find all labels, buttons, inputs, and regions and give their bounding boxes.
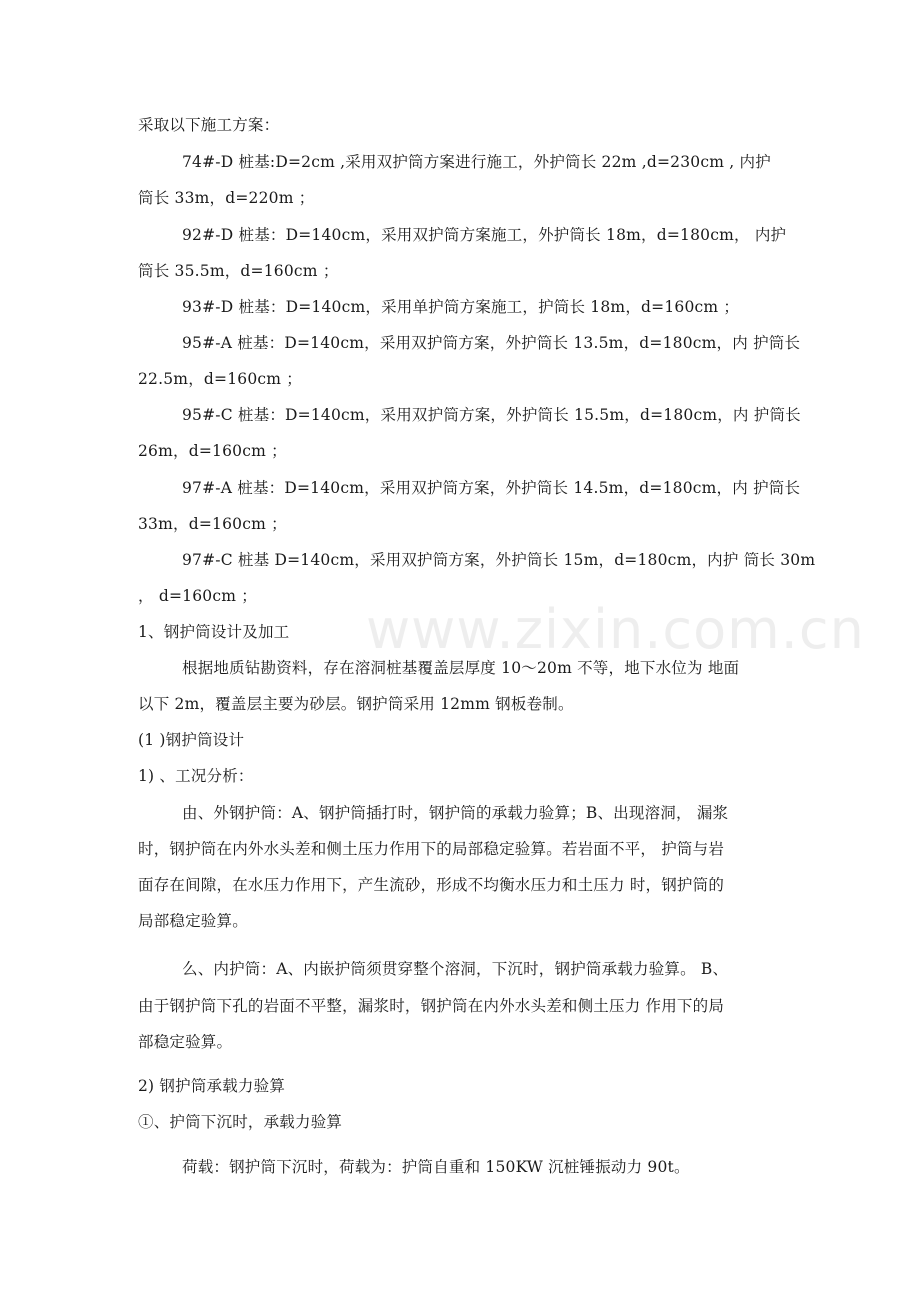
geology-line-2: 以下 2m，覆盖层主要为砂层。钢护筒采用 12mm 钢板卷制。: [138, 695, 574, 713]
intro-line: 采取以下施工方案：: [138, 116, 280, 134]
geology-line-1: 根据地质钻勘资料，存在溶洞桩基覆盖层厚度 10～20m 不等，地下水位为 地面: [182, 659, 740, 677]
pile-92d-line-1: 92#-D 桩基：D=140cm，采用双护筒方案施工，外护筒长 18m，d=180cm， 内护: [182, 226, 787, 244]
inner-casing-line-3: 部稳定验算。: [138, 1033, 233, 1051]
outer-casing-line-4: 局部稳定验算。: [138, 912, 248, 930]
pile-95c-line-1: 95#-C 桩基：D=140cm，采用双护筒方案，外护筒长 15.5m，d=180cm，内 护筒长: [182, 406, 801, 424]
pile-93d-line-1: 93#-D 桩基：D=140cm，采用单护筒方案施工，护筒长 18m，d=160cm ；: [182, 298, 740, 316]
load-line: 荷载：钢护筒下沉时，荷载为：护筒自重和 150KW 沉桩锤振动力 90t。: [182, 1158, 690, 1176]
section-heading-1: 1、钢护筒设计及加工: [138, 623, 290, 641]
pile-95a-line-2: 22.5m，d=160cm ；: [138, 370, 303, 388]
pile-95c-line-2: 26m，d=160cm ；: [138, 442, 287, 460]
outer-casing-line-2: 时，钢护筒在内外水头差和侧土压力作用下的局部稳定验算。若岩面不平， 护筒与岩: [138, 840, 725, 858]
pile-74d-line-1: 74#-D 桩基:D=2cm ,采用双护筒方案进行施工，外护筒长 22m ,d=230cm , 内护: [182, 153, 771, 171]
pile-92d-line-2: 筒长 35.5m，d=160cm ；: [138, 262, 339, 280]
subheading-casing-design: (1 )钢护筒设计: [138, 731, 245, 749]
pile-97a-line-1: 97#-A 桩基：D=140cm，采用双护筒方案，外护筒长 14.5m，d=180cm，内 护筒长: [182, 479, 801, 497]
inner-casing-line-2: 由于钢护筒下孔的岩面不平整，漏浆时，钢护筒在内外水头差和侧土压力 作用下的局: [138, 997, 725, 1015]
subheading-bearing-check: 2) 钢护筒承载力验算: [138, 1077, 286, 1095]
pile-97c-line-2: ， d=160cm ；: [138, 587, 257, 605]
inner-casing-line-1: 么、内护筒：A、内嵌护筒须贯穿整个溶洞，下沉时，钢护筒承载力验算。 B、: [182, 960, 729, 978]
outer-casing-line-3: 面存在间隙，在水压力作用下，产生流砂，形成不均衡水压力和土压力 时，钢护筒的: [138, 876, 725, 894]
pile-97c-line-1: 97#-C 桩基 D=140cm，采用双护筒方案，外护筒长 15m，d=180cm，内护 筒长 30m: [182, 551, 816, 569]
pile-74d-line-2: 筒长 33m，d=220m ；: [138, 189, 315, 207]
pile-95a-line-1: 95#-A 桩基：D=140cm，采用双护筒方案，外护筒长 13.5m，d=180cm，内 护筒长: [182, 334, 801, 352]
subheading-sinking-check: ①、护筒下沉时，承载力验算: [138, 1113, 343, 1131]
watermark-text: www.zixin.com.cn: [366, 598, 865, 661]
subheading-condition-analysis: 1) 、工况分析：: [138, 767, 254, 785]
pile-97a-line-2: 33m，d=160cm ；: [138, 515, 287, 533]
outer-casing-line-1: 由、外钢护筒：A、钢护筒插打时，钢护筒的承载力验算；B、出现溶洞， 漏浆: [182, 804, 729, 822]
